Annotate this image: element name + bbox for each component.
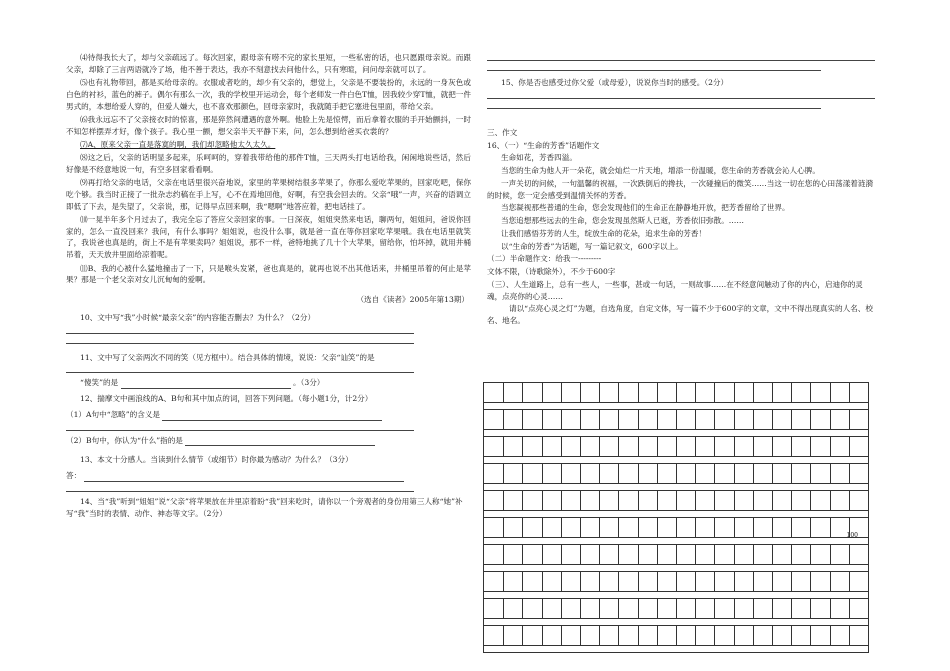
question-14: 14、当“我”听到“姐姐”说“父亲”将苹果放在井里凉着盼“我”回来吃时，请你以一个旁观者的身份用第三人称“她”补写“我”当时的表情、动作、神态等文字。（2分） — [66, 496, 463, 518]
grid-cell[interactable] — [599, 383, 618, 402]
answer-line[interactable] — [66, 430, 414, 431]
grid-cell[interactable] — [561, 626, 580, 645]
grid-cell[interactable] — [676, 491, 695, 510]
grid-cell[interactable] — [772, 518, 791, 537]
grid-cell[interactable] — [580, 464, 599, 483]
answer-line[interactable] — [487, 60, 875, 61]
answer-line[interactable] — [487, 108, 821, 109]
grid-cell[interactable] — [830, 437, 849, 456]
grid-cell[interactable] — [657, 491, 676, 510]
grid-cell[interactable] — [849, 383, 868, 402]
grid-cell[interactable] — [810, 545, 829, 564]
grid-cell[interactable] — [676, 464, 695, 483]
grid-cell[interactable] — [542, 383, 561, 402]
topic-1-line: 生命如花，芳香四溢。 — [501, 153, 577, 163]
grid-cell[interactable] — [676, 518, 695, 537]
grid-cell[interactable] — [484, 626, 503, 645]
grid-cell[interactable] — [580, 572, 599, 591]
grid-cell[interactable] — [618, 437, 637, 456]
grid-row — [484, 409, 868, 430]
grid-cell[interactable] — [791, 464, 810, 483]
grid-cell[interactable] — [734, 626, 753, 645]
paragraph-6: ⑹我永远忘不了父亲接衣时的惊喜，那是猝然间遭遇的意外啊。他脸上先是惊愕，而后拿着衣服的手开始颤抖，一时不知怎样摆弄才好，像个孩子。我心里一颤，想父亲半天平静下来，问，怎么想到给爸买衣裳的？ — [66, 114, 471, 136]
grid-cell[interactable] — [618, 518, 637, 537]
grid-cell[interactable] — [522, 437, 541, 456]
grid-cell[interactable] — [714, 599, 733, 618]
answer-line[interactable] — [487, 98, 875, 99]
grid-cell[interactable] — [484, 410, 503, 429]
grid-cell[interactable] — [599, 545, 618, 564]
answer-blank[interactable] — [162, 412, 382, 421]
grid-cell[interactable] — [580, 437, 599, 456]
grid-row — [484, 598, 868, 619]
grid-cell[interactable] — [484, 491, 503, 510]
answer-blank[interactable] — [185, 437, 375, 446]
grid-cell[interactable] — [503, 491, 522, 510]
topic-3-prompt: （三）、人生道路上，总有一些人，一些事，甚或一句话，一则故事……在不经意间触动了你的内心，启迪你的灵魂，点亮你的心灵…… — [487, 279, 863, 301]
grid-cell[interactable] — [810, 626, 829, 645]
grid-cell[interactable] — [714, 545, 733, 564]
grid-cell[interactable] — [810, 572, 829, 591]
grid-cell[interactable] — [830, 464, 849, 483]
answer-line[interactable] — [66, 372, 414, 373]
grid-cell[interactable] — [695, 383, 714, 402]
grid-cell[interactable] — [676, 410, 695, 429]
grid-cell[interactable] — [695, 626, 714, 645]
topic-2-requirement: 文体不限，（诗歌除外），不少于600字 — [487, 267, 616, 277]
topic-1-line: 让我们感悟芬芳的人生，绽放生命的花朵，追求生命的芳香！ — [501, 228, 707, 238]
grid-cell[interactable] — [561, 437, 580, 456]
grid-cell[interactable] — [657, 572, 676, 591]
grid-cell[interactable] — [638, 599, 657, 618]
grid-cell[interactable] — [503, 572, 522, 591]
question-13: 13、本文十分感人。当读到什么情节（或细节）时你最为感动？为什么？（3分） — [80, 455, 353, 465]
topic-1-line: 当您凝视那些普通的生命，您会发现他们的生命正在静静地开放，把芳香留给了世界。 — [501, 203, 790, 213]
answer-line[interactable] — [66, 343, 414, 344]
grid-cell[interactable] — [503, 626, 522, 645]
grid-cell[interactable] — [618, 464, 637, 483]
grid-cell[interactable] — [618, 626, 637, 645]
grid-cell[interactable] — [522, 464, 541, 483]
grid-cell[interactable] — [561, 410, 580, 429]
grid-cell[interactable] — [772, 491, 791, 510]
grid-cell[interactable] — [753, 383, 772, 402]
question-12-part-1: （1）A句中“忽略”的含义是 — [66, 409, 161, 419]
topic-1-heading: 16、（一）“生命的芳香”话题作文 — [487, 140, 600, 150]
grid-cell[interactable] — [734, 410, 753, 429]
grid-cell[interactable] — [772, 599, 791, 618]
grid-cell[interactable] — [810, 599, 829, 618]
grid-cell[interactable] — [734, 437, 753, 456]
answer-line[interactable] — [487, 70, 821, 71]
grid-cell[interactable] — [657, 464, 676, 483]
grid-cell[interactable] — [580, 518, 599, 537]
grid-cell[interactable] — [676, 437, 695, 456]
grid-cell[interactable] — [791, 491, 810, 510]
composition-grid[interactable] — [483, 382, 869, 653]
grid-cell[interactable] — [522, 518, 541, 537]
grid-cell[interactable] — [561, 383, 580, 402]
grid-cell[interactable] — [734, 599, 753, 618]
grid-cell[interactable] — [522, 545, 541, 564]
grid-cell[interactable] — [484, 545, 503, 564]
grid-cell[interactable] — [542, 518, 561, 537]
grid-cell[interactable] — [542, 437, 561, 456]
grid-cell[interactable] — [657, 410, 676, 429]
grid-cell[interactable] — [484, 383, 503, 402]
grid-cell[interactable] — [542, 410, 561, 429]
grid-cell[interactable] — [618, 383, 637, 402]
grid-cell[interactable] — [484, 572, 503, 591]
grid-cell[interactable] — [849, 410, 868, 429]
grid-cell[interactable] — [503, 518, 522, 537]
grid-cell[interactable] — [503, 410, 522, 429]
answer-blank[interactable] — [121, 380, 291, 389]
grid-cell[interactable] — [830, 410, 849, 429]
topic-1-line: 以“生命的芳香”为话题，写一篇记叙文，600字以上。 — [501, 241, 683, 251]
grid-cell[interactable] — [542, 599, 561, 618]
grid-cell[interactable] — [484, 437, 503, 456]
grid-cell[interactable] — [599, 491, 618, 510]
grid-cell[interactable] — [695, 437, 714, 456]
grid-cell[interactable] — [618, 545, 637, 564]
question-11-score: 。（3分） — [292, 378, 325, 388]
grid-cell[interactable] — [714, 383, 733, 402]
paragraph-7-sentence-a: ⑺A、原来父亲一直是落寞的啊，我们却忽略他太久太久。 — [80, 139, 276, 149]
grid-cell[interactable] — [599, 518, 618, 537]
grid-cell[interactable] — [695, 599, 714, 618]
grid-cell[interactable] — [484, 518, 503, 537]
grid-cell[interactable] — [676, 626, 695, 645]
grid-cell[interactable] — [753, 464, 772, 483]
topic-1-line: 一声关切的问候，一句温馨的祝福，一次跌倒后的搀扶，一次碰撞后的微笑……当这一切在您的心田荡漾着涟漪的时候，您一定会感受到温情关怀的芳香。 — [487, 178, 874, 200]
grid-cell[interactable] — [753, 518, 772, 537]
grid-cell[interactable] — [599, 599, 618, 618]
grid-cell[interactable] — [618, 491, 637, 510]
grid-cell[interactable] — [580, 545, 599, 564]
question-11-part-b: “傻笑”的是 — [80, 378, 119, 388]
grid-cell[interactable] — [657, 383, 676, 402]
grid-cell[interactable] — [734, 545, 753, 564]
grid-cell[interactable] — [772, 572, 791, 591]
grid-cell[interactable] — [599, 572, 618, 591]
grid-cell[interactable] — [714, 437, 733, 456]
right-column — [487, 52, 875, 328]
paragraph-9: ⑼再打给父亲的电话，父亲在电话里很兴奋地说，家里的苹果树结很多苹果了，你那么爱吃苹果的，回家吃吧，保你吃个够。我当时正接了一批杂志约稿在手上写，心不在焉地回他，好啊，有空我会回去的。父亲“哦”一声，兴奋的语调立即低了下去，是失望了，父亲说，那，记得早点回来啊，我“嗯啊”地答应着，把电话挂了。 — [66, 178, 471, 211]
paragraph-4: ⑷待得我长大了，却与父亲疏远了。每次回家，跟母亲有唠不完的家长里短，一些私密的话，也只愿跟母亲说。而跟父亲，却除了三言两语就冷了场，他不善于表达，我亦不刻意找去问他什么，只有寒暄，问问母亲就可以了。 — [66, 53, 471, 74]
grid-cell[interactable] — [522, 410, 541, 429]
grid-cell[interactable] — [849, 545, 868, 564]
grid-cell[interactable] — [638, 437, 657, 456]
grid-cell[interactable] — [695, 572, 714, 591]
grid-cell[interactable] — [714, 410, 733, 429]
grid-cell[interactable] — [657, 437, 676, 456]
grid-cell[interactable] — [791, 599, 810, 618]
question-10: 10、文中写“我”小时候“最亲父亲”的内容能否删去？为什么？（2分） — [80, 312, 316, 322]
grid-cell[interactable] — [638, 410, 657, 429]
grid-cell[interactable] — [561, 545, 580, 564]
grid-cell[interactable] — [849, 572, 868, 591]
grid-cell[interactable] — [810, 464, 829, 483]
grid-cell[interactable] — [580, 626, 599, 645]
grid-cell[interactable] — [503, 383, 522, 402]
paragraph-11-sentence-b: ⑾B、我的心被什么猛地撞击了一下，只是喉头发紧，爸也真是的，就再也说不出其他话来，井桶里吊着的何止是苹果？那是一个老父亲对女儿沉甸甸的爱啊。 — [66, 263, 471, 285]
answer-blank[interactable] — [84, 473, 404, 482]
grid-cell[interactable] — [522, 599, 541, 618]
grid-cell[interactable] — [561, 572, 580, 591]
grid-cell[interactable] — [503, 545, 522, 564]
grid-cell[interactable] — [734, 491, 753, 510]
grid-cell[interactable] — [772, 545, 791, 564]
grid-cell[interactable] — [638, 545, 657, 564]
grid-row — [484, 383, 868, 403]
grid-cell[interactable] — [714, 464, 733, 483]
grid-cell[interactable] — [599, 410, 618, 429]
grid-cell[interactable] — [561, 599, 580, 618]
grid-cell[interactable] — [714, 572, 733, 591]
grid-cell[interactable] — [753, 410, 772, 429]
grid-cell[interactable] — [695, 518, 714, 537]
grid-cell[interactable] — [676, 599, 695, 618]
grid-cell[interactable] — [810, 383, 829, 402]
grid-cell[interactable] — [618, 599, 637, 618]
grid-cell[interactable] — [830, 545, 849, 564]
grid-cell[interactable] — [714, 491, 733, 510]
grid-cell[interactable] — [522, 572, 541, 591]
grid-cell[interactable] — [561, 491, 580, 510]
grid-cell[interactable] — [638, 572, 657, 591]
grid-cell[interactable] — [638, 464, 657, 483]
grid-row — [484, 490, 868, 511]
grid-cell[interactable] — [484, 464, 503, 483]
topic-1-line: 当您的生命为他人开一朵花，就会灿烂一片天地，增添一份温暖，您生命的芳香就会沁人心脾。 — [501, 166, 820, 176]
grid-cell[interactable] — [830, 572, 849, 591]
grid-cell[interactable] — [791, 383, 810, 402]
grid-cell[interactable] — [714, 626, 733, 645]
grid-cell[interactable] — [638, 518, 657, 537]
grid-cell[interactable] — [753, 599, 772, 618]
grid-cell[interactable] — [810, 491, 829, 510]
grid-cell[interactable] — [810, 518, 829, 537]
grid-cell[interactable] — [542, 572, 561, 591]
grid-cell[interactable] — [599, 464, 618, 483]
question-15: 15、你是否也感受过你父爱（或母爱），说说你当时的感受。（2分） — [501, 78, 729, 87]
question-11: 11、文中写了父亲两次不同的笑（见方框中）。结合具体的情境，说说：父亲“讪笑”的是 — [80, 352, 375, 362]
grid-cell[interactable] — [676, 545, 695, 564]
grid-row — [484, 436, 868, 457]
grid-cell[interactable] — [772, 410, 791, 429]
grid-row — [484, 571, 868, 592]
paragraph-8: ⑻这之后，父亲的话明显多起来，乐呵呵的，穿着我带给他的那件T恤，三天两头打电话给我，闲闲地说些话，然后好像是不经意地说一句，有空多回家看看啊。 — [66, 153, 471, 174]
answer-line[interactable] — [66, 333, 414, 334]
grid-cell[interactable] — [638, 491, 657, 510]
grid-cell[interactable] — [618, 410, 637, 429]
grid-cell[interactable] — [580, 383, 599, 402]
grid-cell[interactable] — [599, 437, 618, 456]
grid-cell[interactable] — [849, 464, 868, 483]
grid-cell[interactable] — [522, 626, 541, 645]
question-12-part-2: （2）B句中，你认为“什么”指的是 — [66, 435, 183, 445]
grid-cell[interactable] — [830, 626, 849, 645]
grid-cell[interactable] — [714, 518, 733, 537]
grid-cell[interactable] — [830, 491, 849, 510]
grid-cell[interactable] — [503, 464, 522, 483]
grid-cell[interactable] — [580, 491, 599, 510]
grid-cell[interactable] — [657, 599, 676, 618]
grid-cell[interactable] — [791, 437, 810, 456]
grid-cell[interactable] — [695, 491, 714, 510]
grid-cell[interactable] — [791, 410, 810, 429]
grid-cell[interactable] — [695, 410, 714, 429]
grid-cell[interactable] — [695, 464, 714, 483]
grid-cell[interactable] — [542, 491, 561, 510]
grid-cell[interactable] — [772, 383, 791, 402]
grid-cell[interactable] — [849, 437, 868, 456]
grid-cell[interactable] — [599, 626, 618, 645]
grid-cell[interactable] — [849, 491, 868, 510]
grid-cell[interactable] — [772, 464, 791, 483]
grid-cell[interactable] — [734, 572, 753, 591]
grid-cell[interactable] — [734, 464, 753, 483]
topic-3-requirement: 请以“点亮心灵之灯”为题，自选角度，自定文体，写一篇不少于600字的文章，文中不得出现真实的人名、校名、地名。 — [487, 304, 873, 326]
grid-cell[interactable] — [676, 383, 695, 402]
topic-2-heading: （二）半命题作文：给我一--------- — [487, 254, 602, 264]
grid-cell[interactable] — [830, 599, 849, 618]
grid-cell[interactable] — [542, 626, 561, 645]
grid-cell[interactable] — [753, 491, 772, 510]
grid-row — [484, 517, 868, 538]
grid-cell[interactable] — [753, 572, 772, 591]
grid-cell[interactable] — [503, 437, 522, 456]
grid-cell[interactable] — [791, 626, 810, 645]
grid-cell[interactable] — [503, 599, 522, 618]
grid-cell[interactable] — [849, 626, 868, 645]
grid-cell[interactable] — [580, 599, 599, 618]
grid-cell[interactable] — [484, 599, 503, 618]
grid-cell[interactable] — [522, 491, 541, 510]
grid-row — [484, 463, 868, 484]
grid-cell[interactable] — [810, 437, 829, 456]
grid-cell[interactable] — [561, 518, 580, 537]
answer-line[interactable] — [66, 491, 414, 492]
grid-cell[interactable] — [734, 518, 753, 537]
grid-cell[interactable] — [830, 383, 849, 402]
grid-cell[interactable] — [810, 410, 829, 429]
paragraph-10: ⑽一晃半年多个月过去了，我完全忘了答应父亲回家的事。一日深夜，姐姐突然来电话，聊两句，姐姐问，爸说你回家的，怎么一直没回来？我问，有什么事吗？姐姐说，也没什么事，就是爸一直在等你回家吃苹果哦。我在电话里就笑了，我说爸也真是的，街上不是有苹果卖吗？姐姐说，那不一样，爸特地挑了几十个大苹果，留给你，怕坏掉，就用井桶吊着，天天放井里面给凉着呢。 — [66, 214, 471, 260]
grid-cell[interactable] — [676, 572, 695, 591]
grid-cell[interactable] — [734, 383, 753, 402]
grid-cell[interactable] — [791, 518, 810, 537]
grid-cell[interactable] — [657, 626, 676, 645]
grid-cell[interactable] — [522, 383, 541, 402]
grid-cell[interactable] — [542, 545, 561, 564]
source-citation: （选自《读者》2005年第13期） — [356, 295, 469, 305]
grid-cell[interactable] — [791, 572, 810, 591]
topic-1-line: 当您追想那些远去的生命，您会发现虽然斯人已逝，芳香依旧弥散。…… — [501, 216, 744, 226]
grid-cell[interactable] — [638, 383, 657, 402]
grid-cell[interactable] — [753, 626, 772, 645]
grid-cell[interactable] — [772, 437, 791, 456]
grid-cell[interactable] — [618, 572, 637, 591]
left-column — [66, 52, 471, 519]
answer-prefix: 答： — [66, 471, 82, 481]
grid-cell[interactable] — [638, 626, 657, 645]
grid-cell[interactable] — [753, 545, 772, 564]
grid-row — [484, 544, 868, 565]
paragraph-5: ⑸也有礼物带回，都是买给母亲的。衣服或者吃的，却少有父亲的，想觉上，父亲是不要装扮的，永远的一身灰色或白色的衬衫，蓝色的裤子。偶尔有那么一次，我的学校里开运动会，每个老师发一件白色T恤，因我较少穿T恤，就把一件男式的，本想给爱人穿的，但爱人嫌大，也不喜欢那颜色，回母亲家时，我就随手把它塞进包里面，带给父亲。 — [66, 78, 471, 111]
grid-cell[interactable] — [753, 437, 772, 456]
question-12: 12、揣摩文中画浪线的A、B句和其中加点的词，回答下列问题。（每小题1分，计2分） — [80, 394, 373, 404]
grid-cell[interactable] — [580, 410, 599, 429]
grid-cell[interactable] — [561, 464, 580, 483]
section-title-composition: 三、作文 — [487, 127, 518, 137]
grid-cell[interactable] — [657, 518, 676, 537]
grid-cell[interactable] — [772, 626, 791, 645]
word-count-mark: 100 — [846, 532, 858, 539]
grid-cell[interactable] — [849, 599, 868, 618]
grid-cell[interactable] — [542, 464, 561, 483]
grid-cell[interactable] — [695, 545, 714, 564]
grid-row — [484, 625, 868, 646]
grid-cell[interactable] — [657, 545, 676, 564]
grid-cell[interactable] — [791, 545, 810, 564]
